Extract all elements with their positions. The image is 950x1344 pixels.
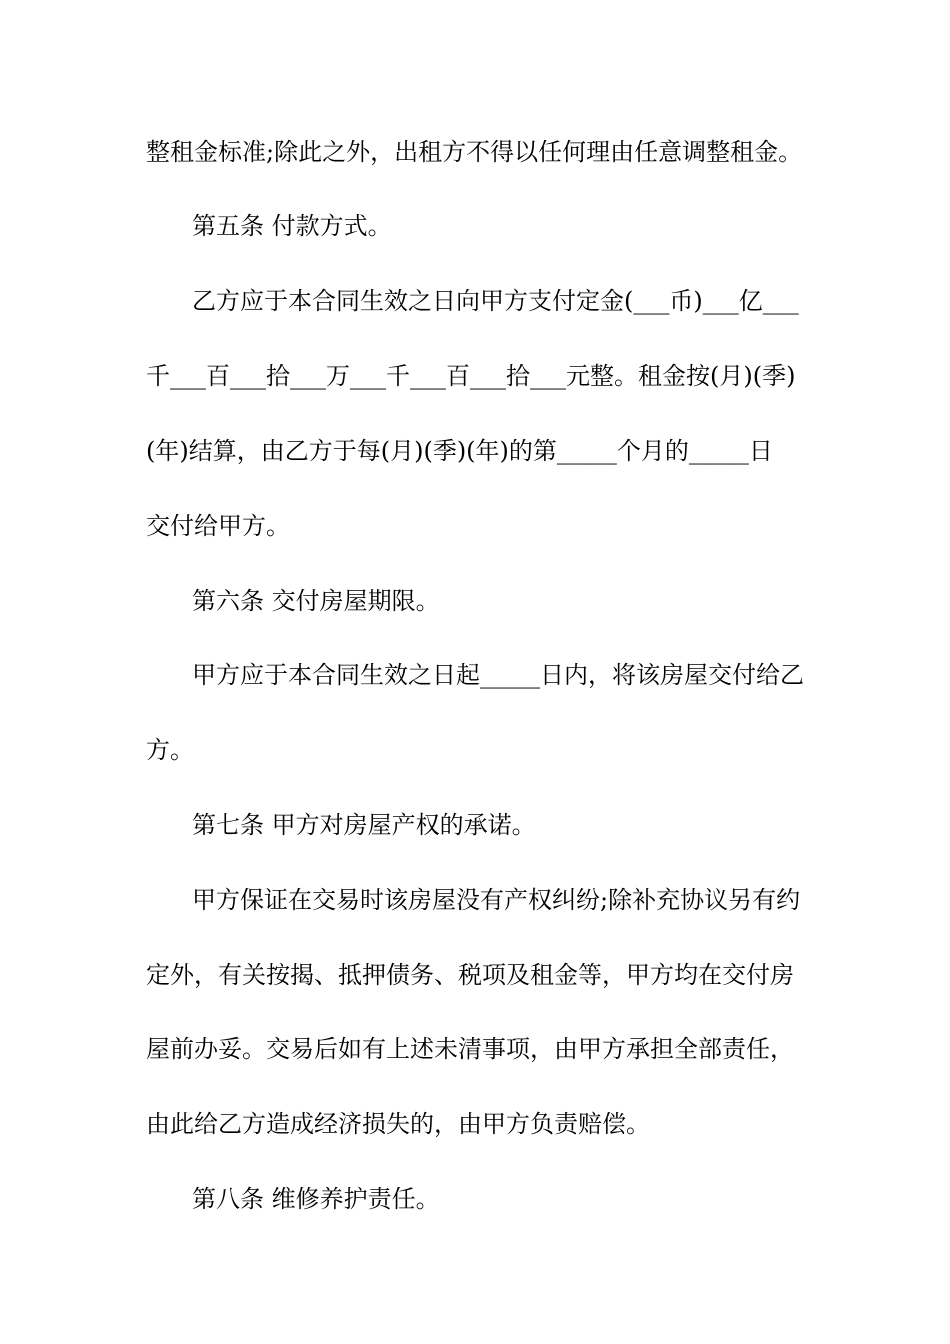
text-line: 定外，有关按揭、抵押债务、税项及租金等，甲方均在交付房	[146, 961, 794, 989]
text-line: (年)结算，由乙方于每(月)(季)(年)的第_____个月的_____日	[146, 437, 773, 465]
article-heading: 第八条 维修养护责任。	[192, 1185, 440, 1213]
article-heading: 第七条 甲方对房屋产权的承诺。	[192, 811, 536, 839]
text-line: 方。	[146, 736, 194, 764]
text-line: 千___百___拾___万___千___百___拾___元整。租金按(月)(季)	[146, 362, 796, 390]
article-heading: 第六条 交付房屋期限。	[192, 587, 440, 615]
text-line: 甲方保证在交易时该房屋没有产权纠纷;除补充协议另有约	[192, 886, 801, 914]
text-line: 交付给甲方。	[146, 512, 290, 540]
article-heading: 第五条 付款方式。	[192, 212, 392, 240]
text-line: 甲方应于本合同生效之日起_____日内，将该房屋交付给乙	[192, 661, 804, 689]
text-line: 乙方应于本合同生效之日向甲方支付定金(___币)___亿___	[192, 287, 799, 315]
text-line: 屋前办妥。交易后如有上述未清事项，由甲方承担全部责任，	[146, 1035, 794, 1063]
text-line: 整租金标准;除此之外，出租方不得以任何理由任意调整租金。	[146, 138, 803, 166]
text-line: 由此给乙方造成经济损失的，由甲方负责赔偿。	[146, 1110, 650, 1138]
